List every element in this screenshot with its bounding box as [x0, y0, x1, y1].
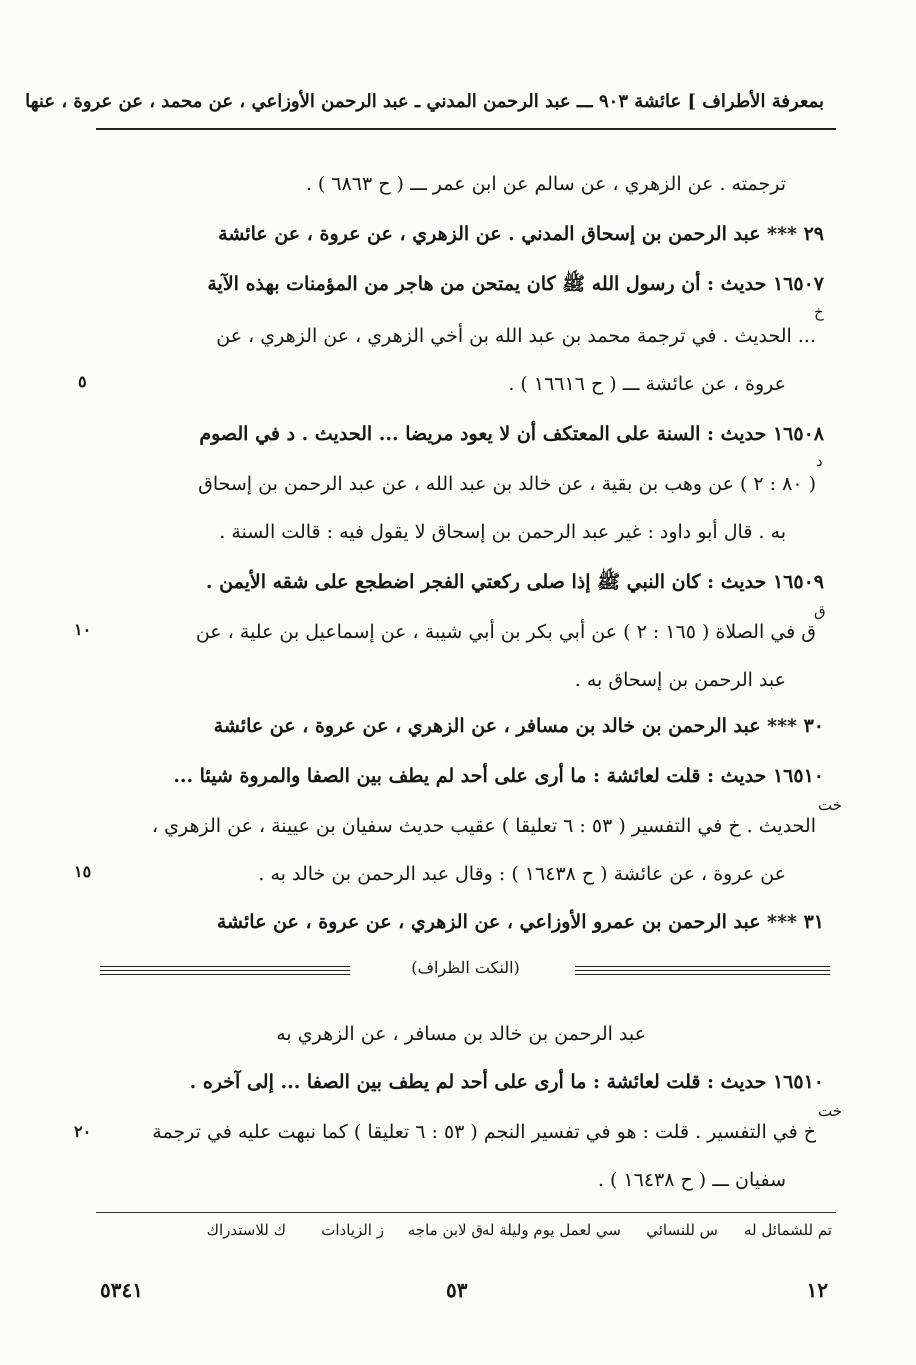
entry-heading: ٢٩ *** عبد الرحمن بن إسحاق المدني . عن الزهري ، عن عروة ، عن عائشة: [218, 223, 824, 245]
nukat-line: عبد الرحمن بن خالد بن مسافر ، عن الزهري به: [276, 1023, 646, 1045]
abbreviation: ق لابن ماجه: [407, 1221, 483, 1239]
body-line: عن عروة ، عن عائشة ( ح ١٦٤٣٨ ) : وقال عبد الرحمن بن خالد به .: [258, 863, 786, 885]
margin-line-number: ٥: [78, 372, 87, 391]
body-line: ... الحديث . في ترجمة محمد بن عبد الله بن أخي الزهري ، عن الزهري ، عن: [216, 325, 816, 347]
running-header: بمعرفة الأطراف ] عائشة ٩٠٣ ـــ عبد الرحمن المدني ـ عبد الرحمن الأوزاعي ، عن محمد ، عن عروة ، عنها: [25, 91, 824, 112]
body-line: الحديث . خ في التفسير ( ٥٣ : ٦ تعليقا ) عقيب حديث سفيان بن عيينة ، عن الزهري ،: [151, 815, 816, 837]
separator-label: (النكت الظراف): [411, 958, 520, 977]
margin-line-number: ٢٠: [74, 1122, 92, 1141]
margin-source-letter: خت: [818, 1102, 843, 1120]
margin-source-letter: خ: [814, 303, 824, 321]
body-line: ق في الصلاة ( ١٦٥ : ٢ ) عن أبي بكر بن أبي شيبة ، عن إسماعيل بن علية ، عن: [195, 621, 816, 643]
entry-heading: ٣١ *** عبد الرحمن بن عمرو الأوزاعي ، عن الزهري ، عن عروة ، عن عائشة: [216, 911, 824, 933]
nukat-separator: [100, 958, 830, 982]
footnote-rule: [96, 1212, 836, 1213]
header-rule: [96, 128, 836, 130]
footer-volume-number: ١٢: [806, 1278, 828, 1302]
hadith-line: ١٦٥٠٨ حديث : السنة على المعتكف أن لا يعود مريضا ... الحديث . د في الصوم: [199, 423, 824, 445]
hadith-line: ١٦٥١٠ حديث : قلت لعائشة : ما أرى على أحد لم يطف بين الصفا والمروة شيئا ...: [173, 765, 824, 787]
entry-heading: ٣٠ *** عبد الرحمن بن خالد بن مسافر ، عن الزهري ، عن عروة ، عن عائشة: [213, 715, 824, 737]
footer-page-number: ٥٣: [446, 1278, 468, 1302]
abbreviation: ك للاستدراك: [206, 1221, 286, 1239]
margin-source-letter: د: [816, 452, 823, 470]
nukat-line: ١٦٥١٠ حديث : قلت لعائشة : ما أرى على أحد لم يطف بين الصفا ... إلى آخره .: [189, 1071, 824, 1093]
margin-source-letter: خت: [818, 796, 843, 814]
abbreviation: س للنسائي: [646, 1221, 718, 1239]
abbreviation: ز الزيادات: [321, 1221, 384, 1239]
margin-source-letter: ق: [814, 602, 826, 620]
nukat-line: خ في التفسير . قلت : هو في تفسير النجم ( ٥٣ : ٦ تعليقا ) كما نبهت عليه في ترجمة: [152, 1121, 816, 1143]
margin-line-number: ١٥: [74, 862, 92, 881]
abbreviation: تم للشمائل له: [743, 1221, 832, 1239]
body-line: به . قال أبو داود : غير عبد الرحمن بن إسحاق لا يقول فيه : قالت السنة .: [219, 521, 786, 543]
margin-line-number: ١٠: [74, 620, 92, 639]
body-line: ترجمته . عن الزهري ، عن سالم عن ابن عمر ـــ ( ح ٦٨٦٣ ) .: [305, 173, 786, 195]
footer-serial-number: ٥٣٤١: [100, 1278, 143, 1302]
nukat-line: سفيان ـــ ( ح ١٦٤٣٨ ) .: [597, 1169, 786, 1191]
abbreviation: سي لعمل يوم وليلة له: [481, 1221, 621, 1239]
hadith-line: ١٦٥٠٩ حديث : كان النبي ﷺ إذا صلى ركعتي الفجر اضطجع على شقه الأيمن .: [205, 571, 824, 593]
hadith-line: ١٦٥٠٧ حديث : أن رسول الله ﷺ كان يمتحن من هاجر من المؤمنات بهذه الآية: [207, 273, 824, 295]
body-line: عبد الرحمن بن إسحاق به .: [574, 669, 786, 691]
body-line: ( ٨٠ : ٢ ) عن وهب بن بقية ، عن خالد بن عبد الله ، عن عبد الرحمن بن إسحاق: [198, 473, 816, 495]
body-line: عروة ، عن عائشة ـــ ( ح ١٦٦١٦ ) .: [508, 373, 786, 395]
